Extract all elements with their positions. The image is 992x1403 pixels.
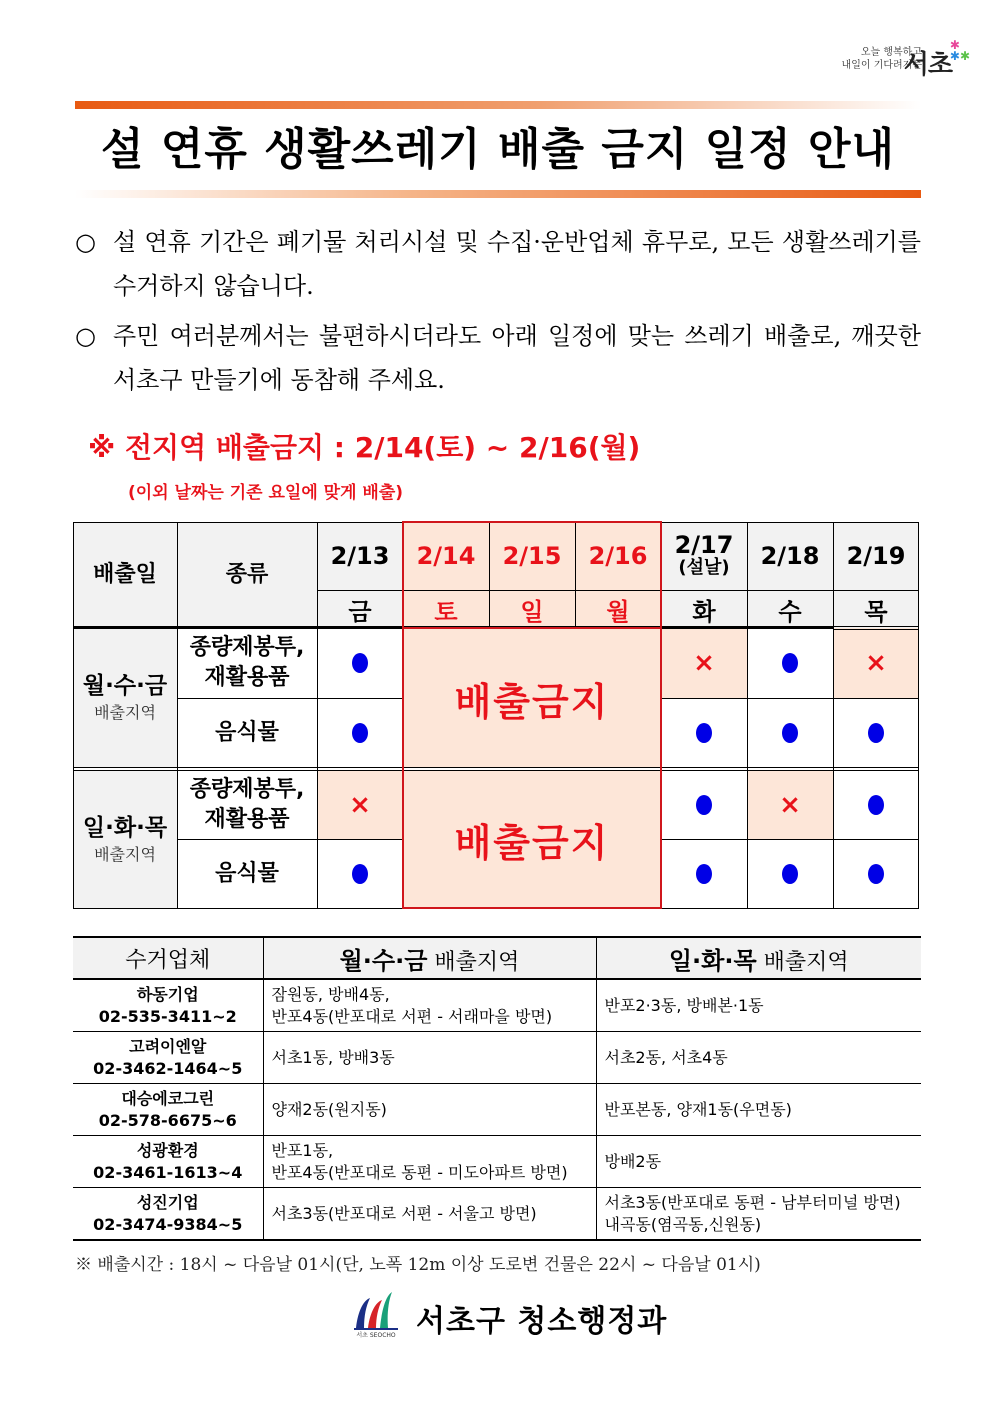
region-label: 월·수·금 (82, 673, 168, 699)
grid-line (661, 698, 919, 699)
date-label: 2/14 (416, 542, 476, 570)
not-allowed-x-icon: × (349, 789, 371, 820)
intro-paragraph-2 (75, 314, 921, 402)
header-day-label: 배출일 (93, 562, 157, 587)
company-row (73, 1032, 921, 1084)
mark-cell (747, 839, 833, 909)
type-cell-bags (177, 628, 317, 698)
region-sublabel: 배출지역 (94, 844, 156, 864)
company-table (73, 936, 921, 1241)
mark-cell (661, 839, 747, 909)
company-row (73, 979, 921, 1032)
mark-cell (661, 770, 747, 839)
grid-line (73, 522, 74, 909)
mark-cell (317, 770, 403, 839)
title-bar-top (75, 101, 921, 109)
sun-area-cell (596, 1136, 921, 1188)
mark-cell (317, 839, 403, 909)
header-day-cell (73, 522, 177, 628)
dow-label: 목 (864, 597, 888, 626)
area-text: 서초2동, 서초4동 (604, 1047, 728, 1067)
dow-cell (661, 590, 747, 628)
title-bar-bottom (75, 190, 921, 198)
date-cell-2-18 (747, 522, 833, 590)
company-name: 하동기업 (136, 984, 199, 1004)
type-label: 종량제봉투, (189, 635, 305, 660)
stars-icon: ✱ ✱✱ (949, 38, 970, 63)
slogan-line-2: 내일이 기다려지는 (841, 60, 922, 71)
company-name: 성진기업 (136, 1192, 199, 1212)
circle-bullet-icon: ○ (75, 228, 96, 256)
dow-cell (833, 590, 919, 628)
holiday-note: (설날) (678, 557, 730, 578)
mark-cell (833, 698, 919, 768)
company-name: 고려이엔알 (129, 1036, 207, 1056)
company-name: 대승에코그린 (121, 1088, 215, 1108)
svg-text:서초 SEOCHO: 서초 SEOCHO (356, 1332, 396, 1338)
seocho-emblem-icon (350, 1290, 406, 1338)
mark-cell (833, 770, 919, 839)
mwf-area-cell (263, 1188, 596, 1241)
grid-line (833, 629, 919, 630)
mwf-area-cell (263, 979, 596, 1032)
ban-label: 배출금지 (454, 821, 610, 865)
area-text: 서초3동(반포대로 동편 - 남부터미널 방면) (604, 1192, 901, 1212)
date-label: 2/19 (846, 542, 906, 570)
region-label: 일·화·목 (82, 814, 168, 841)
allowed-dot-icon (696, 864, 712, 884)
dow-cell (317, 590, 403, 628)
header-type-cell (177, 522, 317, 628)
ban-period-notice: ※ 전지역 배출금지 : 2/14(토) ~ 2/16(월) (88, 431, 641, 464)
brand-name: 서초 (903, 50, 952, 80)
mwf-area-cell (263, 1136, 596, 1188)
date-label: 2/13 (330, 542, 390, 570)
grid-line (661, 839, 919, 840)
disposal-time-footnote: ※ 배출시간 : 18시 ~ 다음날 01시(단, 노폭 12m 이상 도로변 건물은 22시 ~ 다음날 01시) (75, 1255, 761, 1275)
grid-line (177, 522, 178, 909)
company-row (73, 1136, 921, 1188)
allowed-dot-icon (868, 864, 884, 884)
ban-period-frame-line (403, 627, 661, 629)
sun-days: 일·화·목 (668, 946, 757, 975)
type-label: 재활용품 (204, 806, 290, 832)
seocho-brand-logo (810, 40, 970, 80)
grid-line (833, 522, 834, 909)
type-label: 재활용품 (204, 665, 290, 690)
area-text: 잠원동, 방배4동, (271, 984, 390, 1004)
company-cell (73, 1136, 263, 1188)
allowed-dot-icon (868, 723, 884, 743)
date-label: 2/17 (674, 531, 734, 559)
dow-label: 화 (692, 597, 716, 626)
company-row (73, 1188, 921, 1241)
date-label: 2/15 (502, 542, 562, 570)
type-cell-bags (177, 770, 317, 839)
region-sublabel: 배출지역 (94, 703, 156, 722)
type-label: 음식물 (215, 720, 279, 745)
dow-label: 수 (778, 597, 802, 626)
company-cell (73, 1032, 263, 1084)
company-header (73, 937, 263, 979)
header-type-label: 종류 (225, 562, 269, 587)
intro-paragraph-1 (75, 220, 921, 308)
area-text: 반포4동(반포대로 동편 - 미도아파트 방면) (271, 1162, 568, 1182)
mark-cell (747, 770, 833, 839)
mark-cell (747, 698, 833, 768)
mwf-area-cell (263, 1032, 596, 1084)
mark-cell (317, 628, 403, 698)
mark-cell (661, 698, 747, 768)
mark-cell (833, 839, 919, 909)
grid-line (177, 698, 403, 699)
area-text: 반포2·3동, 방배본·1동 (604, 995, 764, 1015)
allowed-dot-icon (782, 653, 798, 673)
company-cell (73, 1084, 263, 1136)
company-phone: 02-535-3411~2 (98, 1006, 237, 1026)
dow-label: 금 (348, 597, 372, 626)
allowed-dot-icon (352, 653, 368, 673)
dow-label: 일 (520, 597, 544, 626)
schedule-table (73, 522, 919, 909)
sun-area-cell (596, 979, 921, 1032)
not-allowed-x-icon: × (779, 789, 801, 820)
department-signature (350, 1290, 670, 1340)
sun-suffix: 배출지역 (756, 949, 849, 975)
company-cell (73, 979, 263, 1032)
dow-label: 토 (434, 597, 458, 626)
region-cell-mwf (73, 628, 177, 768)
company-phone: 02-3461-1613~4 (93, 1162, 243, 1182)
date-label: 2/16 (588, 542, 648, 570)
area-text: 서초1동, 방배3동 (271, 1047, 395, 1067)
date-label: 2/18 (760, 542, 820, 570)
area-text: 반포1동, (271, 1140, 334, 1160)
not-allowed-x-icon: × (865, 648, 887, 678)
grid-line (833, 626, 919, 627)
intro-text-1: 설 연휴 기간은 폐기물 처리시설 및 수집·운반업체 휴무로, 모든 생활쓰레기를 수거하지 않습니다. (113, 228, 921, 300)
mwf-region-header (263, 937, 596, 979)
area-text: 내곡동(염곡동,신원동) (604, 1214, 762, 1234)
type-label: 종량제봉투, (189, 776, 305, 802)
intro-text-2: 주민 여러분께서는 불편하시더라도 아래 일정에 맞는 쓰레기 배출로, 깨끗한 서초구 만들기에 동참해 주세요. (113, 322, 921, 394)
type-cell-food (177, 839, 317, 909)
area-text: 반포본동, 양재1동(우면동) (604, 1099, 792, 1119)
ban-label: 배출금지 (454, 679, 610, 724)
grid-line (918, 522, 919, 909)
date-cell-2-19 (833, 522, 919, 590)
mark-cell (747, 628, 833, 698)
grid-line (747, 522, 748, 909)
area-text: 양재2동(원지동) (271, 1099, 387, 1119)
grid-line (177, 839, 403, 840)
circle-bullet-icon: ○ (75, 322, 96, 350)
type-label: 음식물 (215, 861, 279, 886)
sun-area-cell (596, 1084, 921, 1136)
ban-period-frame (402, 521, 662, 909)
not-allowed-x-icon: × (693, 648, 715, 678)
allowed-dot-icon (696, 723, 712, 743)
company-header-label: 수거업체 (125, 947, 211, 973)
allowed-dot-icon (782, 864, 798, 884)
area-text: 반포4동(반포대로 서편 - 서래마을 방면) (271, 1006, 553, 1026)
date-cell-2-17 (661, 522, 747, 590)
allowed-dot-icon (352, 723, 368, 743)
page-title: 설 연휴 생활쓰레기 배출 금지 일정 안내 (101, 124, 895, 175)
grid-line (317, 522, 318, 909)
area-text: 방배2동 (604, 1151, 662, 1171)
mwf-days: 월·수·금 (339, 946, 428, 975)
sun-area-cell (596, 1188, 921, 1241)
allowed-dot-icon (696, 795, 712, 815)
mark-cell (317, 698, 403, 768)
company-row (73, 1084, 921, 1136)
allowed-dot-icon (782, 723, 798, 743)
date-cell-2-13 (317, 522, 403, 590)
company-phone: 02-578-6675~6 (98, 1110, 237, 1130)
region-cell-sun (73, 770, 177, 909)
mwf-area-cell (263, 1084, 596, 1136)
mark-cell (661, 628, 747, 698)
department-name: 서초구 청소행정과 (416, 1304, 668, 1339)
area-text: 서초3동(반포대로 서편 - 서울고 방면) (271, 1203, 537, 1223)
sun-area-cell (596, 1032, 921, 1084)
company-phone: 02-3474-9384~5 (93, 1214, 243, 1234)
slogan-line-1: 오늘 행복하고 (860, 47, 922, 58)
company-cell (73, 1188, 263, 1241)
mark-cell (833, 628, 919, 698)
company-name: 성광환경 (136, 1140, 199, 1160)
mwf-suffix: 배출지역 (427, 949, 520, 975)
allowed-dot-icon (868, 795, 884, 815)
type-cell-food (177, 698, 317, 768)
company-phone: 02-3462-1464~5 (93, 1058, 243, 1078)
dow-cell (747, 590, 833, 628)
ban-period-subnote: (이외 날짜는 기존 요일에 맞게 배출) (128, 483, 404, 503)
sun-region-header (596, 937, 921, 979)
dow-label: 월 (606, 597, 630, 626)
allowed-dot-icon (352, 864, 368, 884)
